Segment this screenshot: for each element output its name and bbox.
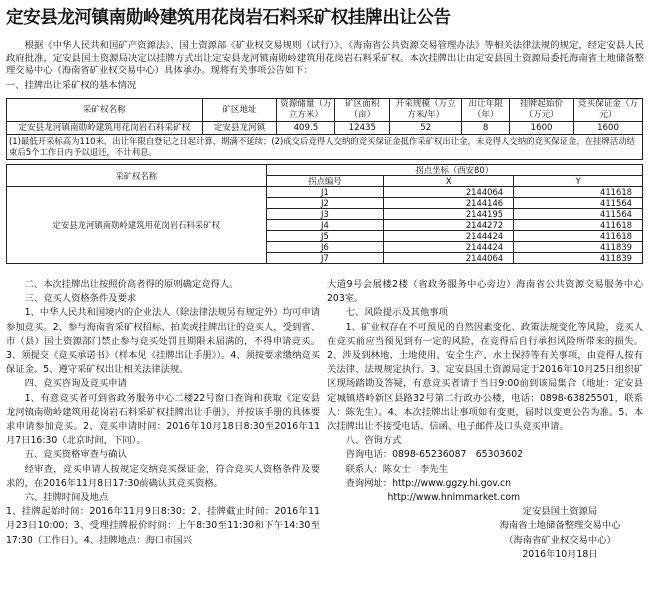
signature-date: 2016年10月18日 bbox=[522, 548, 598, 560]
point-id: J3 bbox=[266, 209, 384, 220]
point-y: 411839 bbox=[514, 253, 643, 264]
point-y: 411564 bbox=[514, 198, 643, 209]
section-heading: 五、竞买资格审查与确认 bbox=[24, 449, 127, 461]
body-paragraph: 1、有意竞买者可到省政务服务中心二楼22号窗口查询和获取《定安县龙河镇南勋岭建筑用花岗岩石料采矿权挂牌出让手册》，并按该手册的具体要求申请参加竞买。2、竞买申请时间：2016年10月18日8:30至2016年11月7日16:30（北京时间，下同）。 bbox=[6, 392, 320, 447]
table1-cell: 8 bbox=[462, 122, 510, 135]
contact-website[interactable]: 查询网址：http://www.ggzy.hi.gov.cn bbox=[345, 477, 512, 489]
point-x: 2144064 bbox=[384, 187, 514, 198]
section-heading: 六、挂牌时间及地点 bbox=[24, 492, 109, 504]
table2-header-point: 拐点编号 bbox=[266, 176, 384, 187]
point-y: 411618 bbox=[514, 220, 643, 231]
point-x: 2144146 bbox=[384, 198, 514, 209]
table1-header: 采矿权名称 bbox=[7, 99, 203, 122]
contact-website-2[interactable]: http://www.hnlmmarket.com bbox=[387, 492, 521, 504]
body-paragraph: 二、本次挂牌出让按照价高者得的原则确定竞得人。 bbox=[24, 279, 239, 290]
table2-header-y: Y bbox=[514, 176, 643, 187]
table2-mining-name: 定安县龙河镇南勋岭建筑用花岗岩石料采矿权 bbox=[7, 187, 267, 264]
table2-header-row bbox=[7, 165, 643, 176]
contact-person: 联系人：陈女士 李先生 bbox=[345, 463, 448, 475]
point-x: 2144424 bbox=[384, 231, 514, 242]
body-paragraph: 经审查，竞买申请人按规定交纳竞买保证金，符合竞买人资格条件及要求的，在2016年11月8日17:30前确认其竞买资格。 bbox=[6, 463, 320, 489]
body-paragraph: 1、中华人民共和国境内的企业法人（除法律法规另有规定外）均可申请参加竞买。2、参与海南省采矿权招标、拍卖或挂牌出让的竞买人，受到省、市（县）国土资源部门禁止参与竞买处罚且期限未届满的，不得申请竞买。3、须提交《竞买承诺书》（样本见《挂牌出让手册》）。4、须按要求缴纳竞买保证金。5、遵守采矿权出让相关法律法规。 bbox=[6, 307, 320, 376]
table1-cell: 1600 bbox=[574, 122, 643, 135]
table1-header: 开采规模（万立方米/年） bbox=[390, 99, 462, 122]
contact-phone: 咨询电话：0898-65236087 65303602 bbox=[345, 449, 524, 461]
point-y: 411839 bbox=[514, 242, 643, 253]
left-text-column bbox=[6, 278, 320, 548]
right-text-column bbox=[327, 278, 643, 562]
table2-header-name: 采矿权名称 bbox=[7, 165, 267, 187]
table1-data-row bbox=[7, 122, 643, 135]
signature-org-2: 海南省土地储备整理交易中心 bbox=[499, 520, 621, 532]
table1-header: 矿区面积（亩） bbox=[335, 99, 390, 122]
point-id: J6 bbox=[266, 242, 384, 253]
point-id: J7 bbox=[266, 253, 384, 264]
section-heading: 四、竞买咨询及竞买申请 bbox=[24, 378, 127, 390]
section-heading: 三、竞买人资格条件及要求 bbox=[24, 293, 137, 305]
signature-org-3: （海南省矿业权交易中心） bbox=[504, 534, 616, 546]
point-y: 411564 bbox=[514, 209, 643, 220]
point-id: J5 bbox=[266, 231, 384, 242]
point-x: 2144424 bbox=[384, 242, 514, 253]
page-title: 定安县龙河镇南勋岭建筑用花岗岩石料采矿权挂牌出让公告 bbox=[6, 8, 451, 28]
signature-block bbox=[477, 505, 643, 562]
table1-cell: 1600 bbox=[510, 122, 574, 135]
point-id: J2 bbox=[266, 198, 384, 209]
point-x: 2144064 bbox=[384, 253, 514, 264]
intro-paragraph: 根据《中华人民共和国矿产资源法》、国土资源部《矿业权交易规则（试行）》、《海南省公共资源交易管理办法》等相关法律法规的规定，经定安县人民政府批准，定安县国土资源局决定以挂牌方式出让定安县龙河镇南勋岭建筑用花岗岩石料采矿权。本次挂牌出让由定安县国土资源局委托海南省土地储备整理交易中心（海南省矿业权交易中心）具体承办。现将有关事项公告如下： bbox=[6, 40, 644, 76]
table1-cell: 409.5 bbox=[277, 122, 335, 135]
body-paragraph: 1、挂牌起始时间：2016年11月9日8:30；2、挂牌截止时间：2016年11月23日10:00；3、受理挂牌报价时间：上午8:30至11:30和下午14:30至17:30（工作日）。4、挂牌地点：海口市国兴 bbox=[6, 506, 320, 546]
point-y: 411618 bbox=[514, 231, 643, 242]
point-id: J4 bbox=[266, 220, 384, 231]
section-1-heading: 一、挂牌出让采矿权的基本情况 bbox=[6, 80, 137, 91]
coordinate-table bbox=[6, 164, 643, 264]
table1-header: 挂牌起始价（万元） bbox=[510, 99, 574, 122]
table1-note-row bbox=[7, 135, 643, 160]
table1-header: 矿区地址 bbox=[202, 99, 277, 122]
table1-cell: 12435 bbox=[335, 122, 390, 135]
body-paragraph: 1、矿业权存在不可预见的自然因素变化、政策法规变化等风险，竞买人在竞买前应当预见到有一定的风险，在竞得后自行承担风险所带来的损失。2、涉及到林地、土地使用、安全生产、水土保持等有关事项，由竞得人按有关法律、法规规定执行。3、定安县国土资源局定于2016年10月25日组织矿区现场踏勘及答疑，有意竞买者请于当日9:00前到该局集合（地址：定安县定城镇塔岭新区县路32号第二行政办公楼，电话：0898-63825501，联系人：陈先生）。4、本次挂牌出让事项如有变更，届时以变更公告为准。5、本次挂牌出让不接受电话、信函、电子邮件及口头竞买申请。 bbox=[327, 321, 643, 433]
table1-note: (1)最低开采标高为110米，出让年限自登记之日起计算，期满不延续；(2)成交后竞得人交纳的竞买保证金抵作采矿权出让金，未竞得人交纳的竞买保证金，在挂牌活动结束后5个工作日内予以退还，不计利息。 bbox=[7, 135, 643, 160]
section-heading: 七、风险提示及其他事项 bbox=[345, 307, 448, 319]
table1-cell: 52 bbox=[390, 122, 462, 135]
point-x: 2144272 bbox=[384, 220, 514, 231]
signature-org-1: 定安县国土资源局 bbox=[522, 506, 598, 518]
table1-header: 资源储量（万立方米） bbox=[277, 99, 335, 122]
table1-cell: 定安县龙河镇 bbox=[202, 122, 277, 135]
table1-header: 出让年限（年） bbox=[462, 99, 510, 122]
table1-header: 竞买保证金（万元） bbox=[574, 99, 643, 122]
point-x: 2144195 bbox=[384, 209, 514, 220]
section-heading: 八、咨询方式 bbox=[345, 435, 402, 447]
table1-cell: 定安县龙河镇南勋岭建筑用花岗岩石料采矿权 bbox=[7, 122, 203, 135]
point-id: J1 bbox=[266, 187, 384, 198]
table2-header-coord: 拐点坐标（西安80） bbox=[266, 165, 642, 176]
point-y: 411618 bbox=[514, 187, 643, 198]
table2-header-x: X bbox=[384, 176, 514, 187]
body-paragraph: 大道9号会展楼2楼（省政务服务中心旁边）海南省公共资源交易服务中心203室。 bbox=[327, 279, 643, 305]
mining-right-info-table bbox=[6, 98, 643, 160]
table2-row bbox=[7, 187, 643, 198]
table1-header-row bbox=[7, 99, 643, 122]
